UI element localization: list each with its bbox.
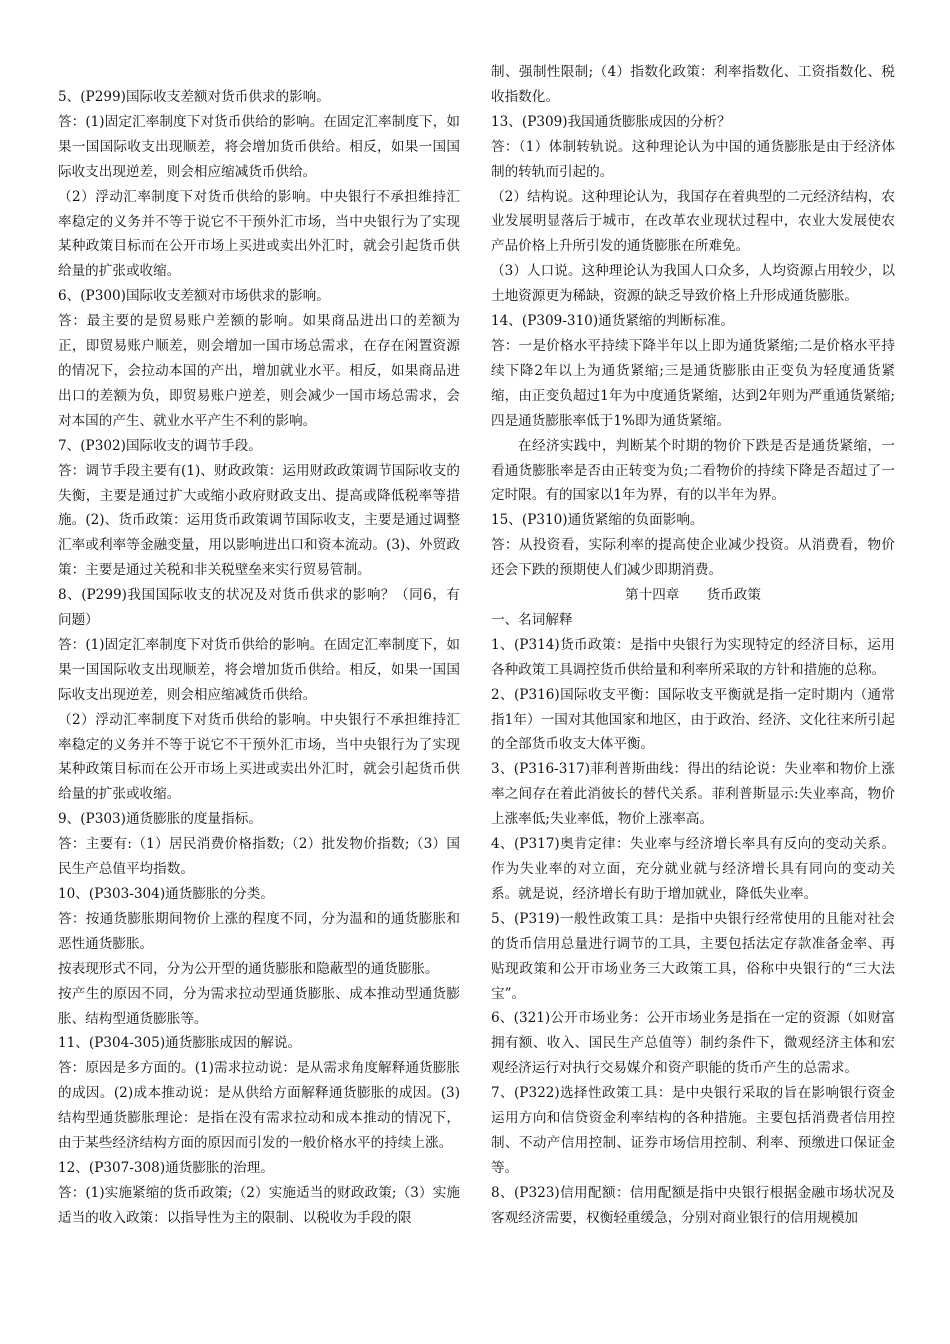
section-heading: 一、名词解释 [491, 611, 573, 628]
answer-12-part-1: 答：(1)实施紧缩的货币政策;（2）实施适当的财政政策;（3）实施适当的收入政策：以指导性为主的限制、以税收为手段的限 [58, 1184, 460, 1226]
answer-5-part-1: 答：(1)固定汇率制度下对货币供给的影响。在固定汇率制度下，如果一国国际收支出现顺差，将会增加货币供给。相反，如果一国国际收支出现逆差，则会相应缩减货币供给。 [58, 113, 460, 180]
answer-9: 答：主要有:（1）居民消费价格指数;（2）批发物价指数;（3）国民生产总值平均指数。 [58, 836, 460, 878]
answer-14-part-1: 答：一是价格水平持续下降半年以上即为通货紧缩;二是价格水平持续下降2年以上为通货紧缩;三是通货膨胀由正变负为轻度通货紧缩，由正变负超过1年为中度通货紧缩，达到2年则为严重通货紧缩;四是通货膨胀率低于1%即为通货紧缩。 [491, 337, 895, 429]
answer-12-part-2: 制、强制性限制;（4）指数化政策：利率指数化、工资指数化、税收指数化。 [491, 64, 895, 105]
right-column [491, 60, 895, 1231]
answer-14-part-2: 在经济实践中，判断某个时期的物价下跌是否是通货紧缩，一看通货膨胀率是否由正转变为负;二看物价的持续下降是否超过了一定时限。有的国家以1年为界，有的以半年为界。 [491, 437, 895, 504]
question-14-title: 14、(P309-310)通货紧缩的判断标准。 [491, 313, 735, 330]
term-2: 2、(P316)国际收支平衡：国际收支平衡就是指一定时期内（通常指1年）一国对其他国家和地区，由于政治、经济、文化往来所引起的全部货币收支大体平衡。 [491, 686, 895, 753]
answer-10-part-1: 答：按通货膨胀期间物价上涨的程度不同，分为温和的通货膨胀和恶性通货膨胀。 [58, 910, 460, 952]
term-7: 7、(P322)选择性政策工具：是中央银行采取的旨在影响银行资金运用方向和信贷资金利率结构的各种措施。主要包括消费者信用控制、不动产信用控制、证券市场信用控制、利率、预缴进口保证金等。 [491, 1085, 895, 1176]
question-8-title: 8、(P299)我国国际收支的状况及对货币供求的影响？（同6，有问题） [58, 587, 460, 629]
question-12-title: 12、(P307-308)通货膨胀的治理。 [58, 1159, 274, 1176]
question-15-title: 15、(P310)通货紧缩的负面影响。 [491, 512, 704, 529]
left-column [58, 85, 460, 1231]
question-9-title: 9、(P303)通货膨胀的度量指标。 [58, 811, 262, 828]
answer-15: 答：从投资看，实际利率的提高使企业减少投资。从消费看，物价还会下跌的预期使人们减少即期消费。 [491, 537, 895, 579]
answer-8-part-2: （2）浮动汇率制度下对货币供给的影响。中央银行不承担维持汇率稳定的义务并不等于说它不干预外汇市场，当中央银行为了实现某种政策目标而在公开市场上买进或卖出外汇时，就会引起货币供给量的扩张或收缩。 [58, 711, 460, 803]
question-11-title: 11、(P304-305)通货膨胀成因的解说。 [58, 1035, 302, 1052]
answer-7: 答：调节手段主要有(1)、财政政策：运用财政政策调节国际收支的失衡，主要是通过扩大或缩小政府财政支出、提高或降低税率等措施。(2)、货币政策：运用货币政策调节国际收支，主要是通过调整汇率或利率等金融变量，用以影响进出口和资本流动。(3)、外贸政策：主要是通过关税和非关税壁垒来实行贸易管制。 [58, 462, 460, 579]
question-5-title: 5、(P299)国际收支差额对货币供求的影响。 [58, 89, 330, 105]
answer-10-part-3: 按产生的原因不同，分为需求拉动型通货膨胀、成本推动型通货膨胀、结构型通货膨胀等。 [58, 985, 460, 1027]
answer-5-part-2: （2）浮动汇率制度下对货币供给的影响。中央银行不承担维持汇率稳定的义务并不等于说它不干预外汇市场，当中央银行为了实现某种政策目标而在公开市场上买进或卖出外汇时，就会引起货币供给量的扩张或收缩。 [58, 188, 460, 280]
answer-6: 答：最主要的是贸易账户差额的影响。如果商品进出口的差额为正，即贸易账户顺差，则会增加一国市场总需求，在存在闲置资源的情况下，会拉动本国的产出，增加就业水平。相反，如果商品进出口的差额为负，即贸易账户逆差，则会减少一国市场总需求，会对本国的产生、就业水平产生不利的影响。 [58, 313, 460, 429]
term-1: 1、(P314)货币政策：是指中央银行为实现特定的经济目标，运用各种政策工具调控货币供给量和利率所采取的方针和措施的总称。 [491, 636, 895, 678]
question-7-title: 7、(P302)国际收支的调节手段。 [58, 437, 262, 454]
question-13-title: 13、(P309)我国通货膨胀成因的分析？ [491, 113, 731, 130]
answer-13-part-3: （3）人口说。这种理论认为我国人口众多，人均资源占用较少，以土地资源更为稀缺，资源的缺乏导致价格上升形成通货膨胀。 [491, 263, 895, 305]
answer-8-part-1: 答：(1)固定汇率制度下对货币供给的影响。在固定汇率制度下，如果一国国际收支出现顺差，将会增加货币供给。相反，如果一国国际收支出现逆差，则会相应缩减货币供给。 [58, 636, 460, 703]
question-10-title: 10、(P303-304)通货膨胀的分类。 [58, 886, 274, 902]
term-8: 8、(P323)信用配额：信用配额是指中央银行根据金融市场状况及客观经济需要，权衡轻重缓急，分别对商业银行的信用规模加 [491, 1184, 895, 1226]
answer-13-part-2: （2）结构说。这种理论认为，我国存在着典型的二元经济结构，农业发展明显落后于城市，在改革农业现状过程中，农业大发展使农产品价格上升所引发的通货膨胀在所难免。 [491, 188, 895, 255]
answer-13-part-1: 答：（1）体制转轨说。这种理论认为中国的通货膨胀是由于经济体制的转轨而引起的。 [491, 138, 895, 180]
answer-10-part-2: 按表现形式不同，分为公开型的通货膨胀和隐蔽型的通货膨胀。 [58, 960, 439, 977]
answer-11: 答：原因是多方面的。(1)需求拉动说：是从需求角度解释通货膨胀的成因。(2)成本推动说：是从供给方面解释通货膨胀的成因。(3)结构型通货膨胀理论：是指在没有需求拉动和成本推动的情况下，由于某些经济结构方面的原因而引发的一般价格水平的持续上涨。 [58, 1060, 460, 1152]
term-4: 4、(P317)奥肯定律：失业率与经济增长率具有反向的变动关系。作为失业率的对立面，充分就业就与经济增长具有同向的变动关系。就是说，经济增长有助于增加就业，降低失业率。 [491, 836, 895, 902]
question-6-title: 6、(P300)国际收支差额对市场供求的影响。 [58, 288, 330, 305]
term-5: 5、(P319)一般性政策工具：是指中央银行经常使用的且能对社会的货币信用总量进行调节的工具，主要包括法定存款准备金率、再贴现政策和公开市场业务三大政策工具，俗称中央银行的“三大法宝”。 [491, 910, 895, 1002]
term-3: 3、(P316-317)菲利普斯曲线：得出的结论说：失业率和物价上涨率之间存在着此消彼长的替代关系。菲利普斯显示:失业率高，物价上涨率低;失业率低，物价上涨率高。 [491, 761, 895, 828]
chapter-heading: 第十四章 货币政策 [625, 587, 761, 604]
term-6: 6、(321)公开市场业务：公开市场业务是指在一定的资源（如财富拥有额、收入、国民生产总值等）制约条件下，微观经济主体和宏观经济运行对执行交易媒介和资产职能的货币产生的总需求。 [491, 1010, 895, 1077]
